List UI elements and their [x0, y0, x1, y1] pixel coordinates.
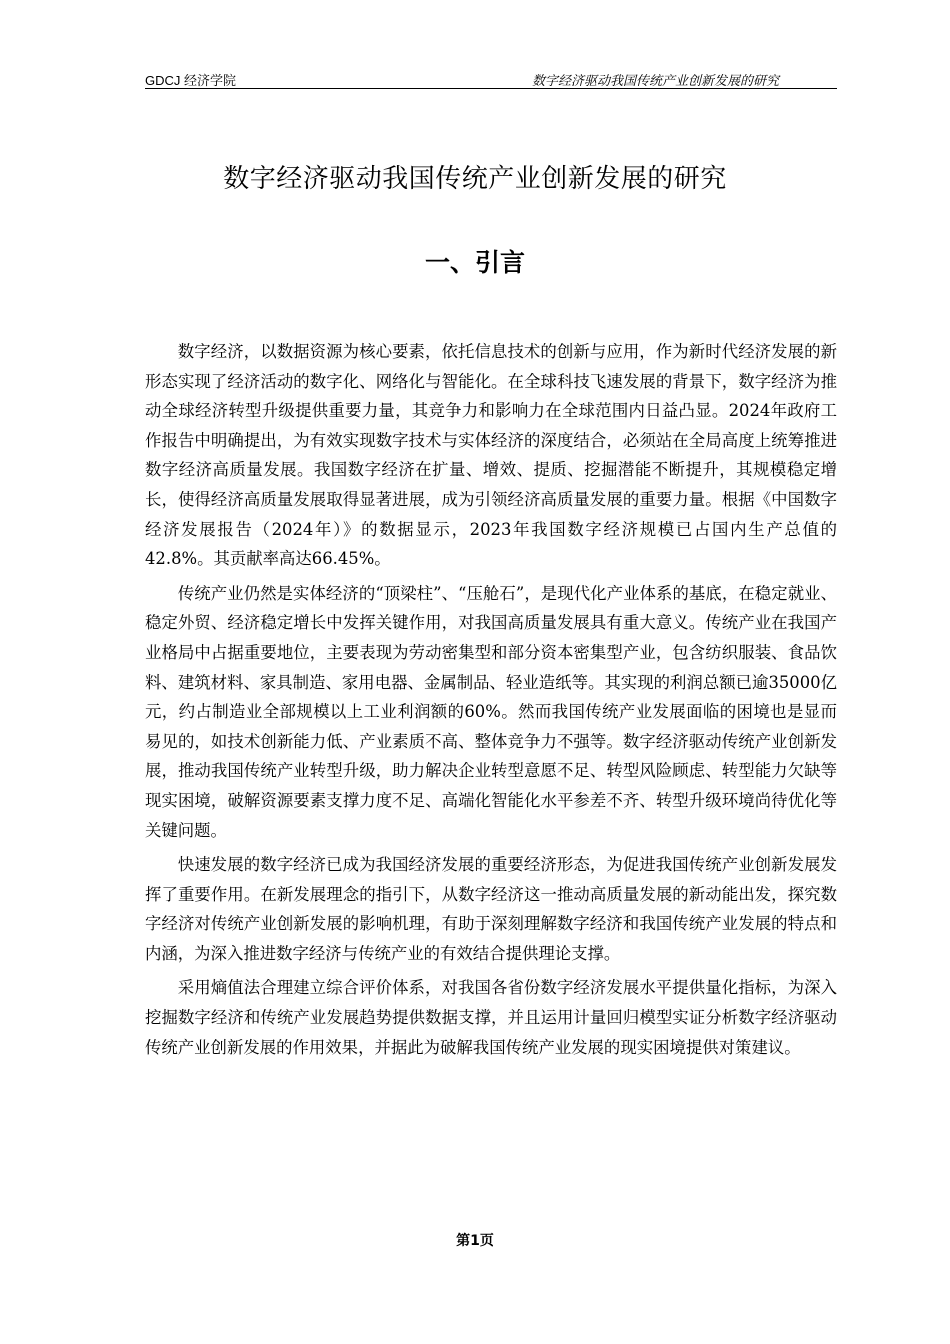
paragraph: 数字经济，以数据资源为核心要素，依托信息技术的创新与应用，作为新时代经济发展的新形态实现了经济活动的数字化、网络化与智能化。在全球科技飞速发展的背景下，数字经济为推动全球经济转型升级提供重要力量，其竞争力和影响力在全球范围内日益凸显。2024年政府工作报告中明确提出，为有效实现数字技术与实体经济的深度结合，必须站在全局高度上统筹推进数字经济高质量发展。我国数字经济在扩量、增效、提质、挖掘潜能不断提升，其规模稳定增长，使得经济高质量发展取得显著进展，成为引领经济高质量发展的重要力量。根据《中国数字经济发展报告（2024年）》的数据显示，2023年我国数字经济规模已占国内生产总值的42.8%。其贡献率高达66.45%。: [145, 342, 837, 569]
paragraph: 快速发展的数字经济已成为我国经济发展的重要经济形态，为促进我国传统产业创新发展发挥了重要作用。在新发展理念的指引下，从数字经济这一推动高质量发展的新动能出发，探究数字经济对传统产业创新发展的影响机理，有助于深刻理解数字经济和我国传统产业发展的特点和内涵，为深入推进数字经济与传统产业的有效结合提供理论支撑。: [145, 855, 837, 963]
paragraph: 传统产业仍然是实体经济的“顶梁柱”、“压舱石”，是现代化产业体系的基底，在稳定就业、稳定外贸、经济稳定增长中发挥关键作用，对我国高质量发展具有重大意义。传统产业在我国产业格局中占据重要地位，主要表现为劳动密集型和部分资本密集型产业，包含纺织服装、食品饮料、建筑材料、家具制造、家用电器、金属制品、轻业造纸等。其实现的利润总额已逾35000亿元，约占制造业全部规模以上工业利润额的60%。然而我国传统产业发展面临的困境也是显而易见的，如技术创新能力低、产业素质不高、整体竞争力不强等。数字经济驱动传统产业创新发展，推动我国传统产业转型升级，助力解决企业转型意愿不足、转型风险顾虑、转型能力欠缺等现实困境，破解资源要素支撑力度不足、高端化智能化水平参差不齐、转型升级环境尚待优化等关键问题。: [145, 583, 837, 840]
header-institution: GDCJ 经济学院: [145, 73, 237, 88]
document-title: 数字经济驱动我国传统产业创新发展的研究: [223, 164, 727, 194]
paragraph: 采用熵值法合理建立综合评价体系，对我国各省份数字经济发展水平提供量化指标，为深入挖掘数字经济和传统产业发展趋势提供数据支撑，并且运用计量回归模型实证分析数字经济驱动传统产业创新发展的作用效果，并据此为破解我国传统产业发展的现实困境提供对策建议。: [145, 978, 837, 1057]
page-header: [145, 68, 837, 89]
header-running-title: 数字经济驱动我国传统产业创新发展的研究: [531, 73, 779, 88]
page-number: 第1页: [456, 1233, 494, 1249]
body-text: [145, 337, 837, 1067]
section-heading: 一、引言: [424, 248, 525, 277]
